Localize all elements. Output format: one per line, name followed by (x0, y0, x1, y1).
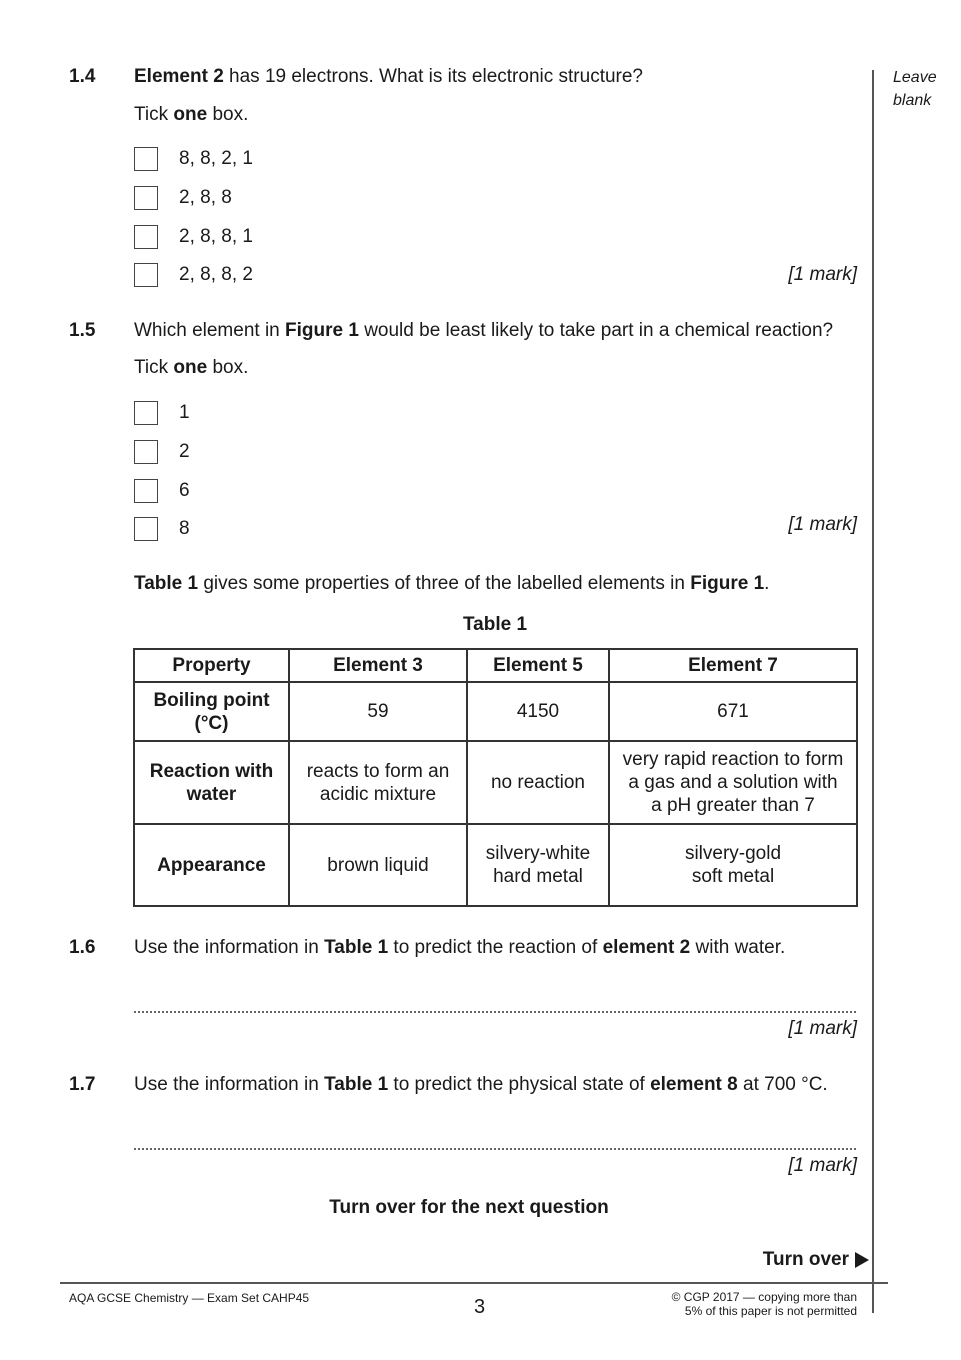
bold-term: Table 1 (324, 1074, 389, 1095)
option-label: 8, 8, 2, 1 (179, 148, 253, 169)
mark-allocation-1-6: [1 mark] (788, 1018, 857, 1039)
table-cell (289, 682, 467, 741)
cell-line: 4150 (516, 701, 560, 722)
bold-term: element 2 (602, 937, 691, 958)
table-cell (609, 682, 857, 741)
row-header (134, 824, 289, 906)
row-header-line: (°C) (194, 712, 229, 734)
option-label: 2, 8, 8, 2 (179, 264, 253, 285)
option-label: 1 (179, 402, 190, 423)
cell-line: silvery-gold (684, 843, 782, 864)
q-mid: to predict the reaction of (388, 937, 603, 958)
row-header (134, 741, 289, 824)
tick-instruction-1-5 (134, 357, 248, 379)
mark-allocation-1-7: [1 mark] (788, 1155, 857, 1176)
cell-line: hard metal (493, 866, 583, 887)
cell-line: brown liquid (327, 854, 429, 876)
option-label: 8 (179, 518, 190, 539)
option-1-4-b[interactable] (134, 185, 232, 211)
checkbox[interactable] (134, 517, 158, 541)
table-cell (467, 741, 609, 824)
turn-over-indicator (763, 1249, 869, 1271)
option-label: 2 (179, 441, 190, 462)
answer-line-1-7[interactable] (134, 1148, 856, 1150)
option-1-5-c[interactable] (134, 478, 190, 504)
row-header-line: Boiling point (153, 689, 270, 711)
cell-line: acidic mixture (319, 783, 437, 805)
checkbox[interactable] (134, 263, 158, 287)
option-label: 6 (179, 480, 190, 501)
cell-line: silvery-white (485, 843, 591, 864)
option-1-4-d[interactable] (134, 262, 253, 288)
header-property: Property (134, 649, 289, 682)
leave-blank-label (893, 66, 937, 112)
q-post: at 700 °C. (737, 1074, 828, 1095)
tick-pre: Tick (134, 104, 174, 125)
option-1-4-c[interactable] (134, 224, 253, 250)
table-caption: Table 1 (462, 614, 528, 635)
margin-rule (872, 70, 874, 1313)
answer-line-1-6[interactable] (134, 1011, 856, 1013)
bold-term: element 8 (650, 1074, 738, 1095)
q-pre: Use the information in (134, 937, 325, 958)
checkbox[interactable] (134, 440, 158, 464)
turn-over-label: Turn over (762, 1249, 849, 1270)
table-cell (289, 741, 467, 824)
cell-line: soft metal (691, 866, 775, 887)
tick-post: box. (207, 104, 249, 125)
page-number: 3 (474, 1296, 486, 1318)
question-number-1-5: 1.5 (69, 320, 96, 341)
bold-term: Element 2 (134, 66, 224, 87)
tick-instruction-1-4 (134, 104, 248, 126)
table-intro (134, 573, 769, 595)
bold-term: Table 1 (324, 937, 389, 958)
checkbox[interactable] (134, 401, 158, 425)
question-number-1-7: 1.7 (69, 1074, 96, 1095)
right-triangle-icon (855, 1252, 869, 1268)
q-pre: Use the information in (134, 1074, 325, 1095)
cell-line: no reaction (490, 772, 585, 793)
bold-term: Figure 1 (690, 573, 765, 594)
checkbox[interactable] (134, 225, 158, 249)
blank-label: blank (893, 92, 932, 109)
bold-term: Table 1 (134, 573, 199, 594)
cell-line: a gas and a solution with (628, 772, 838, 793)
turn-over-next-question: Turn over for the next question (329, 1197, 609, 1218)
mark-allocation-1-5: [1 mark] (788, 514, 857, 535)
copyright-line-1: © CGP 2017 — copying more than (671, 1290, 857, 1304)
question-text-1-6 (134, 937, 785, 959)
question-number-1-4: 1.4 (69, 66, 96, 87)
question-number-1-6: 1.6 (69, 937, 96, 958)
question-text-1-7 (134, 1074, 828, 1096)
footer-rule (60, 1282, 888, 1284)
table-cell (467, 682, 609, 741)
copyright-line-2: 5% of this paper is not permitted (684, 1304, 857, 1318)
checkbox[interactable] (134, 479, 158, 503)
cell-line: 671 (717, 701, 749, 722)
tick-post: box. (207, 357, 249, 378)
row-header-line: Reaction with (149, 760, 274, 782)
checkbox[interactable] (134, 186, 158, 210)
checkbox[interactable] (134, 147, 158, 171)
leave-label: Leave (893, 69, 937, 86)
header-element-5: Element 5 (467, 649, 609, 682)
header-element-7: Element 7 (609, 649, 857, 682)
cell-line: 59 (367, 701, 389, 722)
header-element-3: Element 3 (289, 649, 467, 682)
option-label: 2, 8, 8 (179, 187, 232, 208)
table-header-row (134, 649, 857, 682)
question-rest: has 19 electrons. What is its electronic structure? (223, 66, 643, 87)
table-cell (609, 741, 857, 824)
table-row (134, 682, 857, 741)
footer-exam-set: AQA GCSE Chemistry — Exam Set CAHP45 (69, 1291, 310, 1305)
row-header-line: water (186, 783, 237, 805)
tick-pre: Tick (134, 357, 174, 378)
option-label: 2, 8, 8, 1 (179, 226, 253, 247)
footer-copyright (672, 1290, 857, 1318)
tick-bold: one (173, 104, 208, 125)
table-row (134, 824, 857, 906)
intro-end: . (764, 573, 770, 594)
mark-allocation-1-4: [1 mark] (788, 264, 857, 285)
properties-table (133, 648, 858, 907)
table-cell (467, 824, 609, 906)
row-header-line: Appearance (157, 854, 266, 876)
bold-term: Figure 1 (285, 320, 359, 341)
row-header (134, 682, 289, 741)
cell-line: a pH greater than 7 (651, 795, 815, 816)
cell-line: reacts to form an (306, 760, 450, 782)
question-post: would be least likely to take part in a chemical reaction? (358, 320, 834, 341)
question-pre: Which element in (134, 320, 286, 341)
table-cell (609, 824, 857, 906)
option-1-5-d[interactable] (134, 516, 190, 542)
option-1-5-b[interactable] (134, 439, 190, 465)
intro-text: gives some properties of three of the labelled elements in (198, 573, 691, 594)
question-text-1-5 (134, 320, 833, 342)
option-1-4-a[interactable] (134, 146, 253, 172)
table-row (134, 741, 857, 824)
table-cell (289, 824, 467, 906)
option-1-5-a[interactable] (134, 400, 190, 426)
question-text-1-4 (134, 66, 643, 88)
q-post: with water. (690, 937, 786, 958)
cell-line: very rapid reaction to form (622, 749, 844, 770)
q-mid: to predict the physical state of (388, 1074, 651, 1095)
tick-bold: one (173, 357, 208, 378)
